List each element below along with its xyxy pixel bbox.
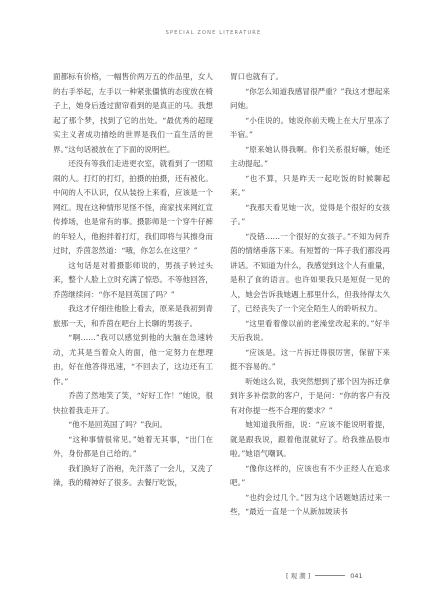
paragraph: “他不是回英国了吗？”我问。 — [68, 420, 168, 429]
paragraph: “小佳说的。她说你前天晚上在大厅里冻了半宿。” — [230, 115, 390, 139]
paragraph: “这种事情很常见。”她着无其事，“出门在外，身份都是自己给的。” — [53, 434, 213, 458]
paragraph: 胃口也就有了。 — [230, 72, 284, 81]
paragraph: 乔茵了然地笑了笑，“好好工作！”她说，很快拉着我走开了。 — [53, 391, 213, 415]
paragraph: “这里看着像以前的老澡堂改起来的。”好半天后我说。 — [230, 318, 390, 342]
paragraph: “原来她认得我啊。你们关系很好嘛，她还主动提起。” — [230, 144, 390, 168]
footer-rule — [315, 575, 345, 576]
paragraph: 我们换好了浴袍，先汗蒸了一会儿，又洗了澡，我的精神好了很多。去餐厅吃饭， — [53, 463, 213, 487]
paragraph: “也不算，只是昨天一起吃饭的时候聊起来。” — [230, 173, 390, 197]
paragraph: 面都标有价格，一幅售价两万五的作品里，女人的右手举起，左手以一种紧张僵慎的态度放在椅子上，她身后透过窗帘看到的是真正的马。我想起了那个梦，找到了它的出处。“最优秀的超现实主义者成功描绘的世界是我们一直生活的世界。”这句话被放在了下面的说明栏。 — [53, 72, 213, 154]
paragraph: “像你这样的，应该也有不少正经人在追求吧。” — [230, 463, 390, 487]
paragraph: 听她这么说，我突然想到了那个因为拆迁拿到许多补偿款的客户，于是问：“你的客户有没有对你提一些不合理的要求？” — [230, 376, 390, 415]
paragraph: “我那天看见她一次，觉得是个很好的女孩子。” — [230, 202, 390, 226]
page-number: 041 — [350, 571, 363, 580]
paragraph: “啊……”我可以感觉到他的大脑在急速转动，尤其是当着众人的面，他一定努力在想理由，好在他答得迅速，“不回去了，这边还有工作。” — [53, 333, 213, 386]
paragraph: 还没有等我们走进更衣室，就看到了一团喧闹的人。打灯的打灯，拍摄的拍摄，还有被化。中间的人不认识，仅从装扮上来看，应该是一个网红。现在这种情形见怪不怪，商家找来网红宣传捧场，也是常有的事。摄影师是一个穿牛仔裤的年轻人，他抱拌着打灯，我们即将与其擦身而过时，乔茵忽然道：“哦，你怎么在这里？” — [53, 159, 213, 255]
running-header: SPECIAL ZONE LITERATURE — [165, 30, 262, 36]
paragraph: “你怎么知道我感冒很严重？”我这才想起来问她。 — [230, 86, 390, 110]
right-text-column — [230, 70, 390, 520]
paragraph: 这句话是对着摄影师说的，男孩子转过头来，整个人脸上立时充满了惊恐。不等他回答，乔茵继续问：“你不是回英国了吗？” — [53, 260, 213, 299]
page-footer — [286, 571, 363, 580]
paragraph: 我这才仔细往他脸上看去，原来是我初到青旅那一天，和乔茵在吧台上长聊的男孩子。 — [53, 304, 213, 328]
paragraph: “没错……一个很好的女孩子。”不知为何乔茵的情绪垂落下来。有短暂的一阵子我们都没再讲话。不知道为什么，我感觉到这个人有重量，是积了食的语言。也许如果我只是短促一见的人，她会告诉我她遇上那里什么，但我待得太久了，已经丧失了一个完全陌生人的聆听权力。 — [230, 231, 390, 313]
paragraph: “也约会过几个。”因为这个话题她活过来一些，“最近一直是一个从新加坡读书 — [230, 492, 390, 516]
paragraph: “应该是。这一片拆迁得很厉害，保留下来挺不容易的。” — [230, 347, 390, 371]
paragraph: 她知道我所指，说：“应该不能说明着提，就是跟我说，跟着他混就好了。给我推品股市啦。”她语气嘲讽。 — [230, 420, 390, 458]
left-text-column — [53, 70, 213, 491]
magazine-name: [ 观 潮 ] — [286, 572, 311, 580]
